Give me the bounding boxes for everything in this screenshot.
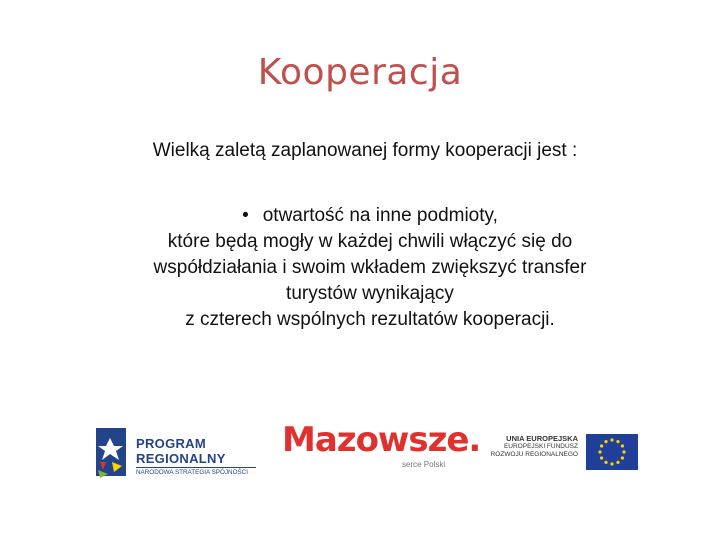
body-line: współdziałania i swoim wkładem zwiększyć transfer [153, 257, 587, 278]
eu-line3: ROZWOJU REGIONALNEGO [490, 450, 578, 458]
program-line1: PROGRAM [136, 436, 206, 451]
bullet-text: otwartość na inne podmioty, [262, 205, 498, 226]
bullet-icon: • [242, 205, 249, 226]
program-subtitle: NARODOWA STRATEGIA SPÓJNOŚCI [136, 467, 256, 476]
program-regionalny-text [136, 436, 226, 466]
body-line: z czterech wspólnych rezultatów kooperacji. [185, 309, 555, 330]
eu-line1: UNIA EUROPEJSKA [506, 434, 578, 443]
logos-band [0, 420, 720, 490]
program-line2: REGIONALNY [136, 451, 226, 466]
body-line: turystów wynikający [286, 283, 454, 304]
eu-logo [486, 434, 646, 474]
mazowsze-logo [282, 420, 481, 476]
eu-line2: EUROPEJSKI FUNDUSZ [503, 443, 578, 450]
slide-title: Kooperacja [257, 52, 463, 93]
program-regionalny-mark-icon [92, 424, 130, 480]
eu-flag-icon [586, 434, 638, 470]
intro-text: Wielką zaletą zaplanowanej formy kooperacji jest : [152, 140, 578, 161]
program-regionalny-logo [90, 420, 260, 480]
bullet-item [90, 203, 650, 229]
body-text-block [90, 203, 650, 333]
mazowsze-subtitle: serce Polski [402, 460, 446, 469]
eu-text [486, 434, 578, 458]
body-line: które będą mogły w każdej chwili włączyć się do [167, 231, 573, 252]
mazowsze-name: Mazowsze. [282, 420, 481, 460]
